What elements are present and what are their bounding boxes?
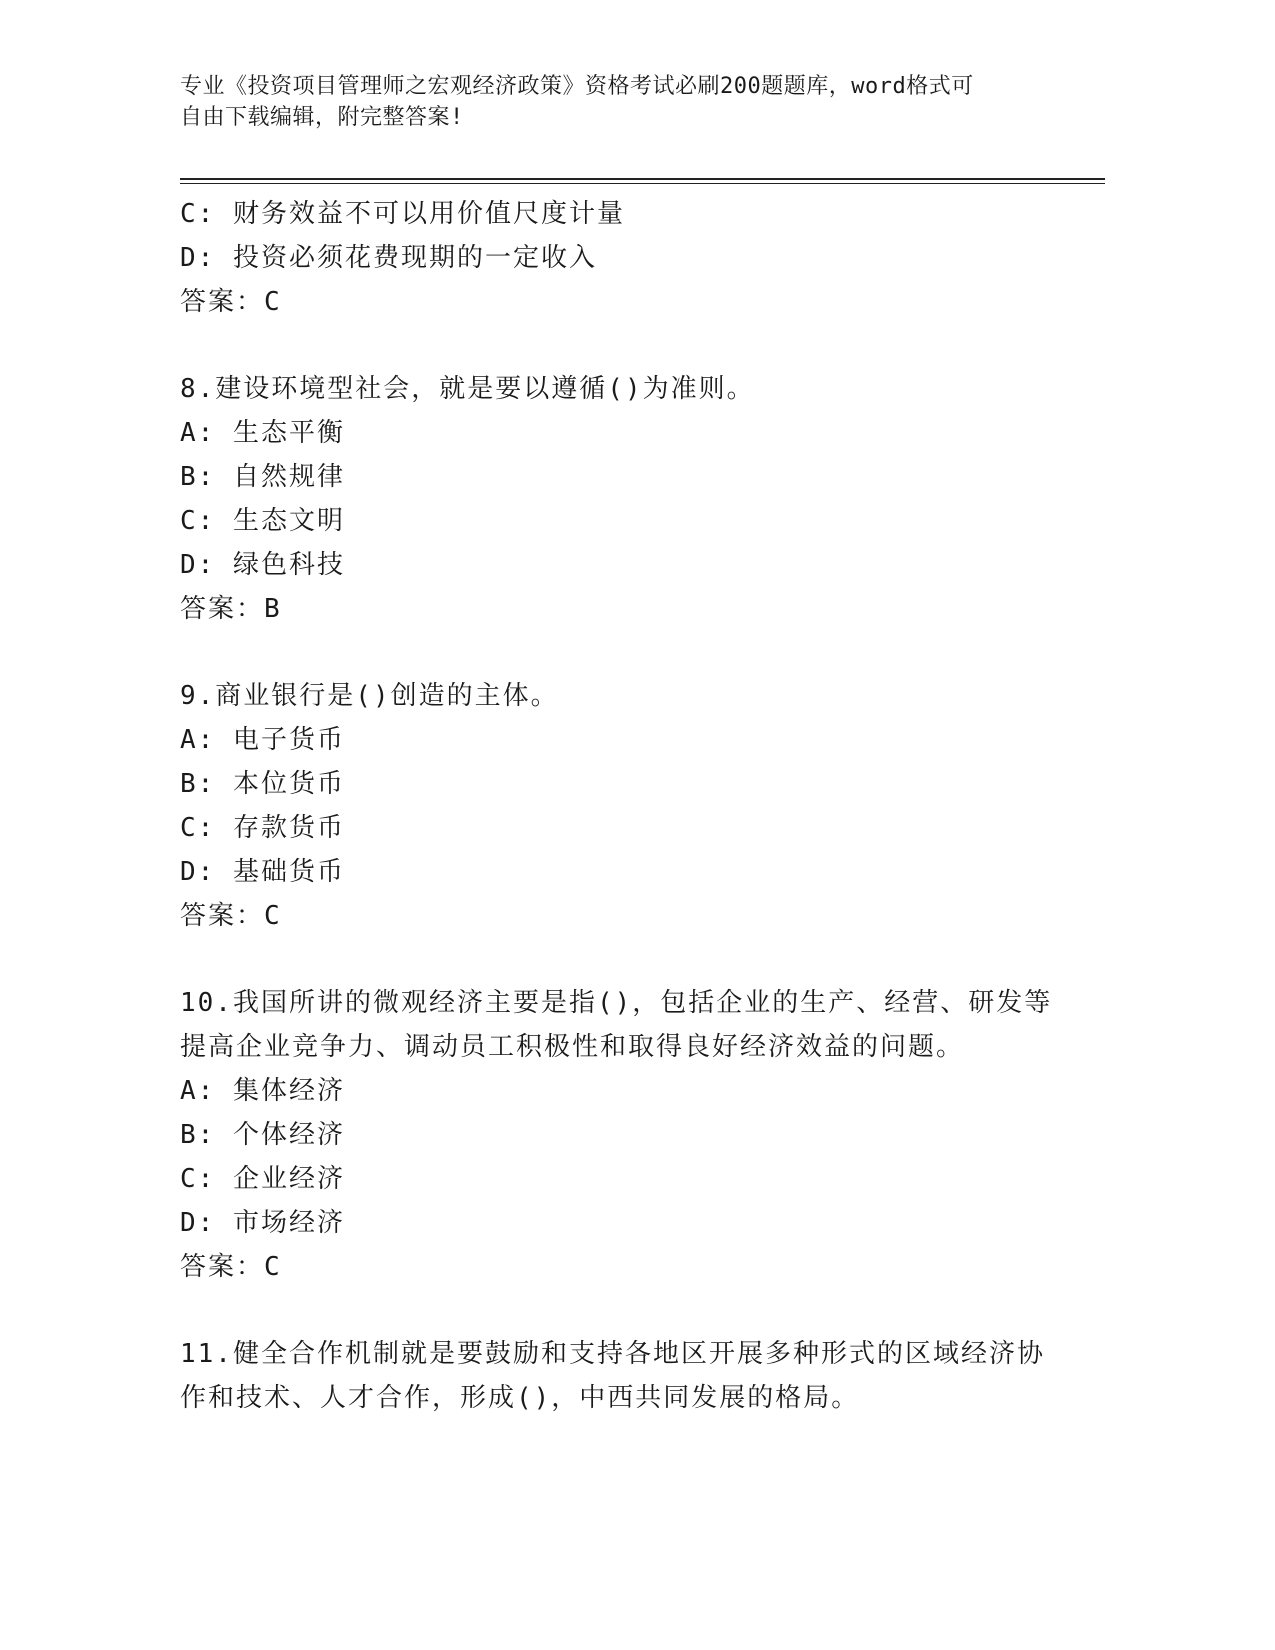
q10-stem-line-1: 10.我国所讲的微观经济主要是指()，包括企业的生产、经营、研发等	[180, 988, 1053, 1018]
q9-option-b: B: 本位货币	[180, 769, 345, 799]
header-title-line-2: 自由下载编辑，附完整答案!	[180, 105, 464, 130]
question-spacer	[180, 631, 1080, 674]
q11-stem-line-2: 作和技术、人才合作，形成()，中西共同发展的格局。	[180, 1383, 860, 1413]
q9-answer: 答案：C	[180, 901, 282, 931]
q10-option-b: B: 个体经济	[180, 1120, 345, 1150]
header-divider-thick	[180, 178, 1105, 180]
question-spacer	[180, 1289, 1080, 1332]
q10-option-c: C: 企业经济	[180, 1164, 345, 1194]
q9-option-a: A: 电子货币	[180, 725, 345, 755]
q10-answer: 答案：C	[180, 1252, 282, 1282]
q8-stem: 8.建设环境型社会，就是要以遵循()为准则。	[180, 374, 755, 404]
q9-stem: 9.商业银行是()创造的主体。	[180, 681, 559, 711]
q10-option-d: D: 市场经济	[180, 1208, 345, 1238]
q11-stem-line-1: 11.健全合作机制就是要鼓励和支持各地区开展多种形式的区域经济协	[180, 1339, 1045, 1369]
question-spacer	[180, 324, 1080, 367]
question-list	[180, 192, 1080, 1420]
q7-option-c: C: 财务效益不可以用价值尺度计量	[180, 199, 625, 229]
question-9-block	[180, 674, 1080, 938]
q10-option-a: A: 集体经济	[180, 1076, 345, 1106]
q8-option-a: A: 生态平衡	[180, 418, 345, 448]
q7-answer: 答案：C	[180, 287, 282, 317]
q8-answer: 答案：B	[180, 594, 282, 624]
question-7-block	[180, 192, 1080, 324]
question-11-block	[180, 1332, 1080, 1420]
question-spacer	[180, 938, 1080, 981]
q10-stem-line-2: 提高企业竞争力、调动员工积极性和取得良好经济效益的问题。	[180, 1032, 965, 1062]
document-header	[180, 71, 1060, 133]
q8-option-d: D: 绿色科技	[180, 550, 345, 580]
q9-option-d: D: 基础货币	[180, 857, 345, 887]
question-8-block	[180, 367, 1080, 631]
question-10-block	[180, 981, 1080, 1289]
header-title-line-1: 专业《投资项目管理师之宏观经济政策》资格考试必刷200题题库，word格式可	[180, 74, 974, 99]
q7-option-d: D: 投资必须花费现期的一定收入	[180, 243, 597, 273]
q8-option-c: C: 生态文明	[180, 506, 345, 536]
q8-option-b: B: 自然规律	[180, 462, 345, 492]
header-divider-thin	[180, 183, 1105, 184]
q9-option-c: C: 存款货币	[180, 813, 345, 843]
